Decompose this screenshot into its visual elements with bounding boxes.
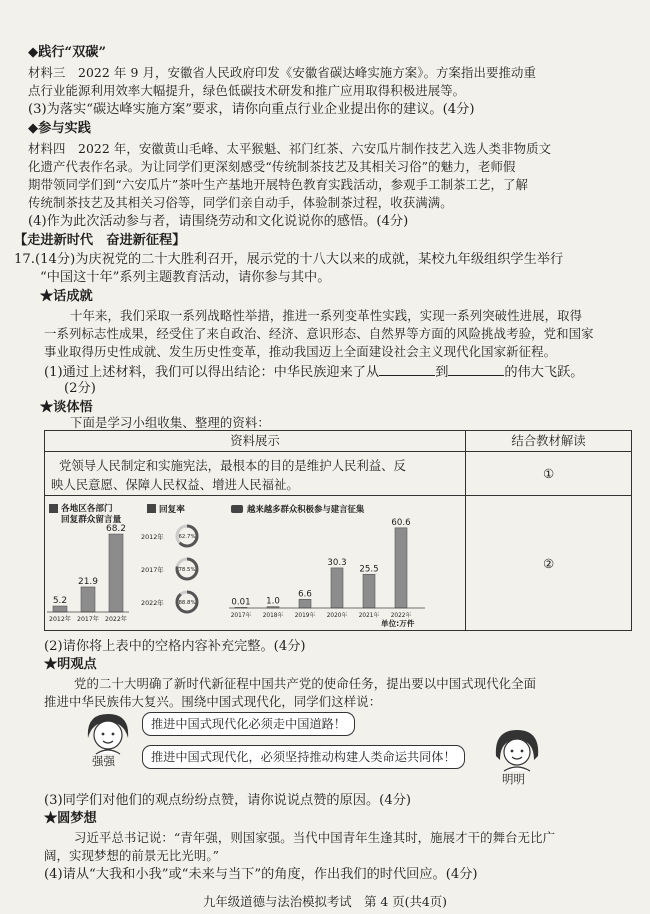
chart3-bar-4 — [363, 574, 375, 608]
chart2-category-0: 2012年 — [141, 533, 164, 541]
chart1-bar-0 — [53, 606, 67, 612]
question-1 — [44, 362, 584, 382]
section-title-dream: ★圆梦想 — [44, 811, 97, 826]
paragraph3-line2: 阔，实现梦想的前景无比光明。” — [44, 848, 220, 863]
chart3-category-0: 2017年 — [230, 613, 252, 619]
chart2-value-label-1: 78.5% — [178, 567, 196, 573]
table-row2-charts — [45, 496, 466, 631]
chart3-bar-2 — [299, 599, 311, 608]
chart1-value-label-1: 21.9 — [77, 576, 99, 587]
chart3-value-label-1: 1.0 — [266, 596, 280, 607]
answer-cell-1[interactable]: ① — [466, 452, 632, 496]
material-four-line2: 化遗产代表作名录。为让同学们更深刻感受“传统制茶技艺及其相关习俗”的魅力，老师假 — [28, 159, 516, 174]
chart3-category-1: 2018年 — [262, 613, 284, 619]
answer-blank-1[interactable] — [379, 362, 435, 376]
chart1-bar-2 — [109, 534, 123, 612]
charts-box — [45, 496, 465, 630]
question-2: (2)请你将上表中的空格内容补充完整。(4分) — [44, 639, 306, 654]
chart3-title-icon — [231, 505, 243, 513]
speech-bubble-1: 推进中国式现代化必须走中国道路！ — [142, 712, 355, 736]
chart1-title-line2: 回复群众留言量 — [61, 515, 122, 525]
question-17-line2: “中国这十年”系列主题教育活动，请你参与其中。 — [40, 270, 331, 285]
chart1-bar-1 — [81, 587, 95, 612]
row1-text-line2: 映人民意愿、保障人民权益、增进人民福祉。 — [51, 477, 299, 492]
paragraph1-line1: 十年来，我们采取一系列战略性举措，推进一系列变革性实践，实现一系列突破性进展，取得 — [70, 308, 583, 323]
material-four-line1: 材料四 2022 年，安徽黄山毛峰、太平猴魁、祁门红茶、六安瓜片制作技艺入选人类非物质文 — [28, 141, 552, 156]
chart3-category-5: 2022年 — [390, 613, 412, 619]
chart3-value-label-5: 60.6 — [391, 517, 411, 528]
chart3-value-label-4: 25.5 — [359, 564, 379, 575]
chart2-category-2: 2022年 — [141, 599, 164, 607]
student-name-qiangqiang: 强强 — [92, 754, 115, 768]
section-header: 【走进新时代 奋进新征程】 — [14, 233, 186, 248]
chart1-category-2: 2022年 — [105, 616, 127, 623]
answer-blank-2[interactable] — [448, 362, 504, 376]
section-title-insights: ★谈体悟 — [40, 400, 93, 415]
chart2-category-1: 2017年 — [141, 566, 164, 574]
question-1-score: (2分) — [64, 381, 96, 396]
material-three-line1: 材料三 2022 年 9 月，安徽省人民政府印发《安徽省碳达峰实施方案》。方案指出要推动重 — [28, 65, 536, 80]
chart3-bar-3 — [331, 568, 343, 608]
chart3-category-4: 2021年 — [358, 613, 380, 619]
chart1-title-line1: 各地区各部门 — [61, 504, 113, 514]
section-title-practice: ◆参与实践 — [28, 121, 91, 136]
table-row1-content — [45, 452, 466, 496]
section-title-achievements: ★话成就 — [40, 289, 93, 304]
chart3-value-label-2: 6.6 — [298, 589, 312, 600]
paragraph1-line3: 事业取得历史性成就、发生历史性变革，推动我国迈上全面建设社会主义现代化国家新征程。 — [44, 344, 557, 359]
paragraph3-line1: 习近平总书记说：“青年强，则国家强。当代中国青年生逢其时，施展才干的舞台无比广 — [74, 830, 556, 845]
chart3-value-label-3: 30.3 — [327, 557, 347, 568]
question-17-line1: 17.(14分)为庆祝党的二十大胜利召开，展示党的十八大以来的成就，某校九年级组织学生举行 — [14, 252, 564, 267]
speech-bubble-2: 推进中国式现代化，必须坚持推动构建人类命运共同体！ — [142, 745, 465, 769]
material-four-line3: 期带领同学们到“六安瓜片”茶叶生产基地开展特色教育实践活动，参观手工制茶工艺，了解 — [28, 177, 529, 192]
row1-text-line1: 党领导人民制定和实施宪法，最根本的目的是维护人民利益、反 — [59, 458, 406, 473]
student-name-mingming: 明明 — [502, 772, 525, 786]
student-mingming-avatar — [490, 726, 544, 772]
page-footer: 九年级道德与法治模拟考试 第 4 页(共4页) — [203, 894, 447, 909]
paragraph2-line2: 推进中华民族伟大复兴。围绕中国式现代化，同学们这样说： — [44, 694, 382, 709]
question-3: (3)为落实“碳达峰实施方案”要求，请你向重点行业企业提出你的建议。(4分) — [28, 102, 475, 117]
chart3-unit: 单位:万件 — [381, 619, 415, 628]
chart2-value-label-0: 62.7% — [178, 534, 196, 540]
chart1-value-label-2: 68.2 — [105, 524, 127, 535]
material-three-line2: 点行业能源利用效率大幅提升，绿色低碳技术研发和推广应用取得积极进展等。 — [28, 83, 466, 98]
question-1-part-c: 的伟大飞跃。 — [504, 365, 584, 380]
charts-svg — [45, 496, 465, 630]
question-4: (4)作为此次活动参与者，请围绕劳动和文化说说你的感悟。(4分) — [28, 214, 409, 229]
table-header-interpretation: 结合教材解读 — [466, 431, 632, 452]
material-table — [44, 430, 632, 631]
chart3-category-3: 2020年 — [326, 613, 348, 619]
question-1-part-a: (1)通过上述材料，我们可以得出结论：中华民族迎来了从 — [44, 365, 380, 380]
chart3-bar-5 — [395, 528, 407, 608]
chart3-title: 越来越多群众积极参与建言征集 — [247, 504, 365, 514]
chart1-title-icon — [49, 504, 58, 513]
chart2-value-label-2: 88.8% — [178, 600, 196, 606]
question-1-part-b: 到 — [435, 365, 449, 380]
chart2-title: 回复率 — [159, 505, 185, 515]
chart1-category-1: 2017年 — [77, 616, 99, 623]
section-title-dual-carbon: ◆践行“双碳” — [28, 45, 107, 60]
chart2-title-icon — [147, 504, 156, 513]
answer-cell-2[interactable]: ② — [466, 496, 632, 631]
chart3-category-2: 2019年 — [294, 613, 316, 619]
paragraph2-line1: 党的二十大明确了新时代新征程中国共产党的使命任务，提出要以中国式现代化全面 — [74, 676, 537, 691]
chart1-value-label-0: 5.2 — [52, 596, 68, 607]
section-title-viewpoints: ★明观点 — [44, 657, 97, 672]
table-intro: 下面是学习小组收集、整理的资料： — [70, 415, 270, 430]
question-3b: (3)同学们对他们的观点纷纷点赞，请你说说点赞的原因。(4分) — [44, 793, 412, 808]
paragraph1-line2: 一系列标志性成果，经受住了来自政治、经济、意识形态、自然界等方面的风险挑战考验，党和国家 — [44, 326, 594, 341]
table-header-materials: 资料展示 — [45, 431, 466, 452]
chart3-value-label-0: 0.01 — [231, 597, 251, 608]
chart1-category-0: 2012年 — [49, 616, 71, 623]
student-qiangqiang-avatar — [80, 708, 136, 756]
material-four-line4: 传统制茶技艺及其相关习俗等，同学们亲自动手，体验制茶过程，收获满满。 — [28, 195, 453, 210]
question-4b: (4)请从“大我和小我”或“未来与当下”的角度，作出我们的时代回应。(4分) — [44, 867, 478, 882]
